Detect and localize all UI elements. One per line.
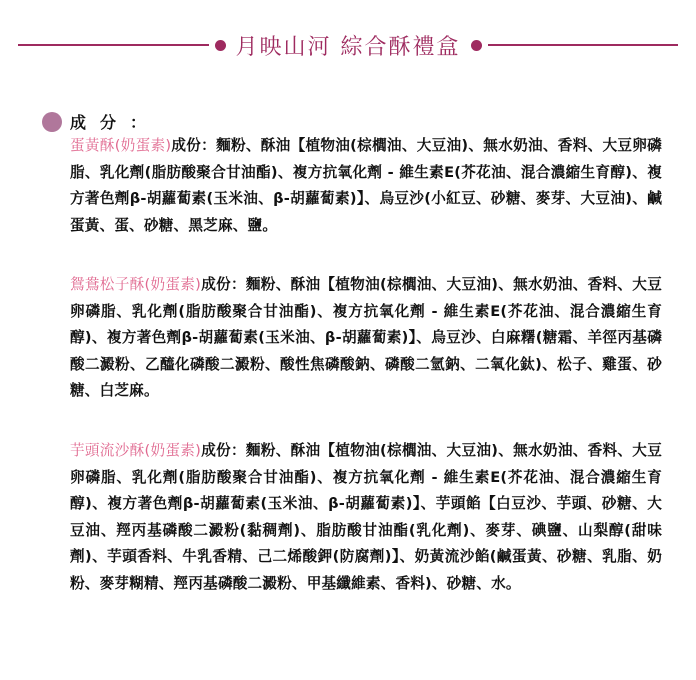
ingredients-heading (42, 110, 160, 133)
product-name: 芋頭流沙酥(奶蛋素) (70, 442, 202, 459)
product-pine-nut-pastry (70, 272, 662, 405)
title-left-dot-icon (215, 40, 226, 51)
bullet-dot-icon (42, 112, 62, 132)
product-name: 鴛鴦松子酥(奶蛋素) (70, 276, 202, 293)
product-taro-custard-pastry (70, 438, 662, 597)
ingredients-heading-text: 成分： (70, 113, 161, 132)
title-right-line (488, 44, 679, 46)
page-title: 月映山河 綜合酥禮盒 (235, 34, 461, 60)
product-ingredients: 成份：麵粉、酥油【植物油(棕櫚油、大豆油)、無水奶油、香料、大豆卵磷脂、乳化劑(脂肪酸聚合甘油酯)、複方抗氧化劑 - 維生素E(芥花油、混合濃縮生育醇)、複方著色劑β-胡蘿蔔素(玉米油、β-胡蘿蔔素)】、烏豆沙(小紅豆、砂糖、麥芽、大豆油)、鹹蛋黃、蛋、砂糖、黑芝麻、鹽。 (70, 137, 662, 234)
product-name: 蛋黃酥(奶蛋素) (70, 137, 172, 154)
title-right-dot-icon (471, 40, 482, 51)
product-ingredients: 成份：麵粉、酥油【植物油(棕櫚油、大豆油)、無水奶油、香料、大豆卵磷脂、乳化劑(脂肪酸聚合甘油酯)、複方抗氧化劑 - 維生素E(芥花油、混合濃縮生育醇)、複方著色劑β-胡蘿蔔素(玉米油、β-胡蘿蔔素)】、芋頭餡【白豆沙、芋頭、砂糖、大豆油、羥丙基磷酸二澱粉(黏稠劑)、脂肪酸甘油酯(乳化劑)、麥芽、碘鹽、山梨醇(甜味劑)、芋頭香料、牛乳香精、己二烯酸鉀(防腐劑)】、奶黃流沙餡(鹹蛋黃、砂糖、乳脂、奶粉、麥芽糊精、羥丙基磷酸二澱粉、甲基纖維素、香料)、砂糖、水。 (70, 442, 663, 592)
product-egg-yolk-pastry (70, 133, 662, 239)
title-bar (18, 28, 678, 62)
title-left-line (18, 44, 209, 46)
product-ingredients: 成份：麵粉、酥油【植物油(棕櫚油、大豆油)、無水奶油、香料、大豆卵磷脂、乳化劑(脂肪酸聚合甘油酯)、複方抗氧化劑 - 維生素E(芥花油、混合濃縮生育醇)、複方著色劑β-胡蘿蔔素(玉米油、β-胡蘿蔔素)】、烏豆沙、白麻糬(糖霜、羊徑丙基磷酸二澱粉、乙醯化磷酸二澱粉、酸性焦磷酸鈉、磷酸二氫鈉、二氧化鈦)、松子、雞蛋、砂糖、白芝麻。 (70, 276, 663, 399)
